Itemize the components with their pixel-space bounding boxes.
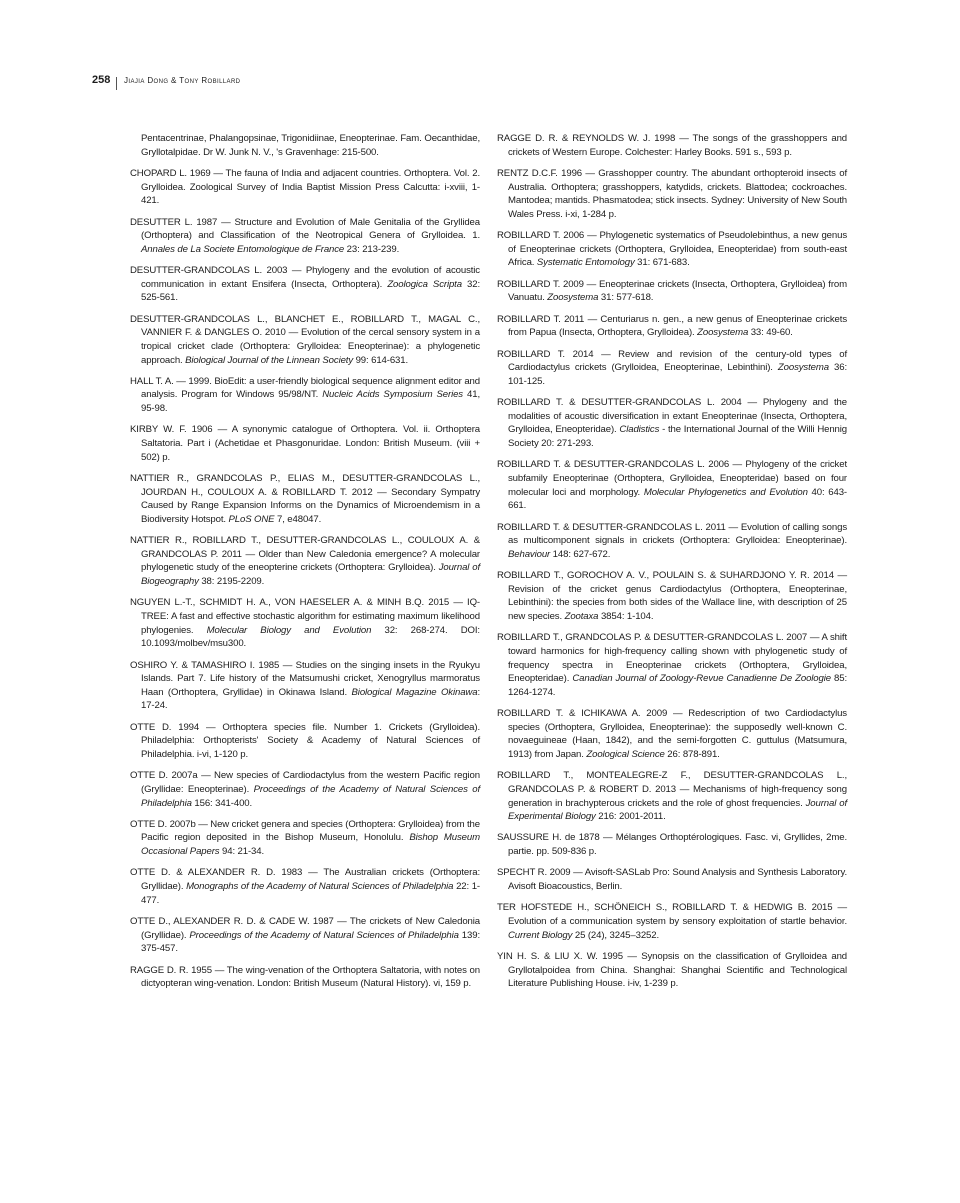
reference-entry (130, 264, 480, 305)
reference-text: YIN H. S. & LIU X. W. 1995 — Synopsis on the classification of Grylloidea and Gryllotalpoidea from China. Shanghai: Shanghai Scientific and Technological Literature Publishing House. i-iv, 1-239 p. (497, 951, 847, 990)
reference-journal: Annales de La Societe Entomologique de France (141, 243, 345, 255)
reference-text: ROBILLARD T., GOROCHOV A. V., POULAIN S. & SUHARDJONO Y. R. 2014 — Revision of the cricket genus Cardiodactylus (Orthoptera, Eneopterinae, Lebinthini): the species from both sides of the Wallace line, with description of 25 new species. (497, 570, 847, 622)
reference-entry (130, 216, 480, 257)
reference-text: Pentacentrinae, Phalangopsinae, Trigonidiinae, Eneopterinae. Fam. Oecanthidae, Gryllotalpidae. Dr W. Junk N. V., 's Gravenhage: 215-500. (141, 133, 480, 158)
references-left-column (130, 132, 480, 999)
reference-text: ROBILLARD T., GRANDCOLAS P. & DESUTTER-GRANDCOLAS L. 2007 — A shift toward harmonics for high-frequency calling shown with phylogenetic study of frequency spectra in Eneopterinae crickets (Orthoptera, Grylloidea, Eneopteridae). (497, 632, 847, 685)
reference-text: 31: 577-618. (598, 292, 654, 304)
reference-journal: Current Biology (508, 929, 573, 941)
reference-text: TER HOFSTEDE H., SCHÖNEICH S., ROBILLARD T. & HEDWIG B. 2015 — Evolution of a communication system by sensory exploitation of startle behavior. (497, 902, 847, 928)
reference-text: 41, 95-98. (141, 389, 480, 415)
reference-entry (497, 132, 847, 159)
reference-text: 3854: 1-104. (598, 610, 654, 622)
reference-journal: Biological Magazine Okinawa (351, 686, 478, 698)
reference-text: NATTIER R., ROBILLARD T., DESUTTER-GRANDCOLAS L., COULOUX A. & GRANDCOLAS P. 2011 — Older than New Caledonia emergence? A molecular phylogenetic study of the eneopterine crickets (Orthoptera: Grylloidea). (130, 535, 480, 574)
reference-text: DESUTTER L. 1987 — Structure and Evolution of Male Genitalia of the Gryllidea (Orthoptera) and Classification of the Neotropical Genera of Grylloidea. 1. (130, 216, 480, 242)
reference-entry (130, 375, 480, 416)
reference-text: CHOPARD L. 1969 — The fauna of India and adjacent countries. Orthoptera. Vol. 2. Grylloidea. Zoological Survey of India Baptist Mission Press Calcutta: i-xviii, 1-421. (130, 167, 480, 207)
reference-text: 33: 49-60. (748, 327, 793, 339)
reference-text: ROBILLARD T. & DESUTTER-GRANDCOLAS L. 2004 — Phylogeny and the modalities of acoustic diversification in extant Eneopterinae (Insecta, Orthoptera, Grylloidea, Eneopteridae). (497, 397, 847, 436)
reference-entry (497, 950, 847, 991)
reference-text: 22: 1-477. (141, 881, 480, 906)
reference-journal: Proceedings of the Academy of Natural Sciences of Philadelphia (141, 783, 480, 809)
reference-text: 36: 101-125. (508, 362, 848, 387)
reference-text: OTTE D. 1994 — Orthoptera species file. Number 1. Crickets (Grylloidea). Philadelphia: Orthopterists' Society & Academy of Natural Sciences of Philadelphia. i-vi, 1-120 p. (130, 721, 480, 760)
reference-entry (130, 167, 480, 208)
reference-entry (130, 313, 480, 367)
reference-entry (497, 866, 847, 893)
reference-entry (497, 348, 847, 389)
reference-text: 99: 614-631. (353, 354, 409, 366)
reference-text: ROBILLARD T., MONTEALEGRE-Z F., DESUTTER-GRANDCOLAS L., GRANDCOLAS P. & ROBERT D. 2013 — Mechanisms of high-frequency song generation in brachypterous crickets and the role of ghost frequencies. (497, 770, 847, 809)
reference-entry (497, 396, 847, 450)
reference-text: OTTE D., ALEXANDER R. D. & CADE W. 1987 — The crickets of New Caledonia (Gryllidae). (130, 916, 480, 941)
reference-entry (130, 132, 480, 159)
reference-text: 25 (24), 3245–3252. (572, 929, 660, 941)
reference-text: 31: 671-683. (634, 257, 690, 269)
reference-entry (497, 569, 847, 623)
reference-text: SPECHT R. 2009 — Avisoft-SASLab Pro: Sound Analysis and Synthesis Laboratory. Avisoft Bioacoustics, Berlin. (497, 867, 847, 893)
reference-text: SAUSSURE H. de 1878 — Mélanges Orthoptérologiques. Fasc. vi, Gryllides, 2me. partie. pp. 509-836 p. (497, 832, 847, 858)
reference-text: 32: 268-274. DOI: 10.1093/molbev/msu300. (141, 624, 480, 650)
reference-journal: Molecular Phylogenetics and Evolution (643, 486, 808, 498)
reference-entry (497, 313, 847, 340)
reference-journal: Zoologica Scripta (387, 278, 462, 290)
reference-entry (130, 866, 480, 907)
reference-entry (497, 707, 847, 761)
reference-journal: Zoosystema (777, 362, 829, 374)
page-number: 258 (92, 74, 111, 86)
reference-entry (497, 521, 847, 562)
reference-journal: Behaviour (508, 548, 551, 560)
reference-entry (497, 278, 847, 305)
reference-entry (130, 964, 480, 991)
reference-text: - the International Journal of the Willi Hennig Society 20: 271-293. (508, 424, 847, 450)
reference-entry (130, 423, 480, 464)
reference-text: ROBILLARD T. & DESUTTER-GRANDCOLAS L. 2011 — Evolution of calling songs as multicomponent signals in crickets (Orthoptera: Grylloidea: Eneopterinae). (497, 521, 847, 547)
reference-journal: Zoosystema (547, 292, 599, 304)
reference-text: ROBILLARD T. 2006 — Phylogenetic systematics of Pseudolebinthus, a new genus of Eneopterinae crickets (Orthoptera, Grylloidea, Eneopteridae) from south-east Africa. (497, 230, 847, 269)
reference-entry (497, 769, 847, 823)
reference-text: 216: 2001-2011. (595, 811, 666, 823)
reference-text: ROBILLARD T. 2009 — Eneopterinae crickets (Insecta, Orthoptera, Grylloidea) from Vanuatu. (497, 278, 847, 304)
reference-text: RAGGE D. R. & REYNOLDS W. J. 1998 — The songs of the grasshoppers and crickets of Western Europe. Colchester: Harley Books. 591 s., 593 p. (497, 133, 847, 158)
reference-text: RENTZ D.C.F. 1996 — Grasshopper country. The abundant orthopteroid insects of Australia. Orthoptera; grasshoppers, katydids, crickets. Blattodea; cockroaches. Mantodea; mantids. Phasmatodea; stick insects. Sydney: University of New South Wales Press. i-xi, 1-284 p. (497, 167, 847, 220)
reference-journal: Systematic Entomology (536, 257, 635, 269)
reference-journal: Zoosystema (697, 327, 749, 339)
reference-text: OTTE D. & ALEXANDER R. D. 1983 — The Australian crickets (Orthoptera: Gryllidae). (130, 867, 480, 893)
reference-entry (130, 472, 480, 526)
reference-journal: Molecular Biology and Evolution (206, 624, 372, 636)
reference-entry (497, 458, 847, 512)
reference-text: 94: 21-34. (219, 846, 265, 858)
reference-journal: Monographs of the Academy of Natural Sciences of Philadelphia (186, 881, 454, 893)
reference-entry (497, 631, 847, 699)
reference-text: RAGGE D. R. 1955 — The wing-venation of the Orthoptera Saltatoria, with notes on dictyopteran wing-venation. London: British Museum (Natural History). vi, 159 p. (130, 964, 480, 990)
reference-journal: PLoS ONE (228, 513, 275, 525)
reference-text: 32: 525-561. (141, 278, 480, 304)
reference-text: ROBILLARD T. 2014 — Review and revision of the century-old types of Cardiodactylus crickets (Grylloidea, Eneopterinae, Lebinthini). (497, 348, 847, 374)
reference-journal: Zootaxa (564, 610, 599, 622)
references-right-column (497, 132, 847, 999)
reference-text: HALL T. A. — 1999. BioEdit: a user-friendly biological sequence alignment editor and analysis. Program for Windows 95/98/NT. (130, 375, 480, 401)
reference-text: OTTE D. 2007b — New cricket genera and species (Orthoptera: Grylloidea) from the Pacific region deposited in the Bishop Museum, Honolulu. (130, 818, 480, 844)
reference-journal: Canadian Journal of Zoology-Revue Canadienne De Zoologie (572, 673, 831, 685)
reference-text: 26: 878-891. (664, 748, 720, 760)
reference-text: DESUTTER-GRANDCOLAS L., BLANCHET E., ROBILLARD T., MAGAL C., VANNIER F. & DANGLES O. 2010 — Evolution of the cercal sensory system in a tropical cricket clade (Orthoptera: Grylloidea: Eneopterinae): a phylogenetic approach. (130, 313, 480, 366)
reference-entry (130, 915, 480, 956)
reference-text: NGUYEN L.-T., SCHMIDT H. A., VON HAESELER A. & MINH B.Q. 2015 — IQ-TREE: A fast and effective stochastic algorithm for estimating maximum likelihood phylogenies. (130, 597, 480, 636)
reference-journal: Nucleic Acids Symposium Series (322, 389, 463, 401)
reference-text: OTTE D. 2007a — New species of Cardiodactylus from the western Pacific region (Gryllidae: Eneopterinae). (130, 770, 480, 795)
reference-entry (497, 831, 847, 858)
reference-journal: Journal of Biogeography (141, 562, 480, 587)
reference-text: 85: 1264-1274. (508, 673, 847, 698)
reference-text: OSHIRO Y. & TAMASHIRO I. 1985 — Studies on the singing insets in the Ryukyu Islands. Part 7. Life history of the Matsumushi cricket, Xenogryllus marmoratus Haan (Orthoptera, Gryllidae) in Okinawa Island. (130, 659, 480, 698)
reference-text: 23: 213-239. (344, 243, 400, 255)
reference-text: 40: 643-661. (508, 486, 847, 512)
page-header (92, 72, 872, 94)
reference-journal: Proceedings of the Academy of Natural Sciences of Philadelphia (189, 929, 459, 941)
reference-text: 139: 375-457. (141, 929, 480, 955)
reference-entry (497, 167, 847, 221)
reference-text: 148: 627-672. (550, 548, 611, 560)
reference-text: 7, e48047. (274, 513, 322, 525)
reference-entry (130, 659, 480, 713)
running-head: Jiajia Dong & Tony Robillard (124, 76, 241, 85)
reference-text: 38: 2195-2209. (198, 576, 265, 587)
reference-text: : 17-24. (141, 686, 480, 712)
reference-journal: Bishop Museum Occasional Papers (141, 832, 480, 858)
reference-entry (130, 769, 480, 810)
header-divider (116, 77, 117, 90)
reference-text: NATTIER R., GRANDCOLAS P., ELIAS M., DESUTTER-GRANDCOLAS L., JOURDAN H., COULOUX A. & ROBILLARD T. 2012 — Secondary Sympatry Caused by Range Expansion Informs on the Dynamics of Microendemism in a Biodiversity Hotspot. (130, 473, 480, 525)
reference-journal: Journal of Experimental Biology (508, 797, 847, 823)
reference-entry (497, 901, 847, 942)
reference-entry (130, 818, 480, 859)
reference-text: DESUTTER-GRANDCOLAS L. 2003 — Phylogeny and the evolution of acoustic communication in extant Ensifera (Insecta, Orthoptera). (130, 265, 480, 290)
reference-entry (497, 229, 847, 270)
reference-journal: Cladistics (619, 424, 660, 436)
reference-entry (130, 721, 480, 762)
reference-text: ROBILLARD T. & DESUTTER-GRANDCOLAS L. 2006 — Phylogeny of the cricket subfamily Eneopterinae (Orthoptera, Grylloidea, Eneopteridae) based on four molecular loci and morphology. (497, 459, 847, 498)
reference-text: KIRBY W. F. 1906 — A synonymic catalogue of Orthoptera. Vol. ii. Orthoptera Saltatoria. Part i (Achetidae et Phasgonuridae. London: British Museum. (viii + 502) p. (130, 424, 480, 463)
reference-journal: Zoological Science (586, 748, 665, 760)
reference-text: ROBILLARD T. & ICHIKAWA A. 2009 — Redescription of two Cardiodactylus species (Orthoptera, Grylloidea, Eneopterinae): the supposedly well-known C. novaeguineae (Haan, 1842), and the semi-forgotten C. guttulus (Matsumura, 1913) from Japan. (497, 708, 847, 760)
reference-text: ROBILLARD T. 2011 — Centuriarus n. gen., a new genus of Eneopterinae crickets from Papua (Insecta, Orthoptera, Grylloidea). (497, 313, 847, 339)
reference-journal: Biological Journal of the Linnean Society (185, 354, 354, 366)
reference-entry (130, 534, 480, 588)
reference-entry (130, 596, 480, 650)
reference-text: 156: 341-400. (191, 797, 253, 809)
